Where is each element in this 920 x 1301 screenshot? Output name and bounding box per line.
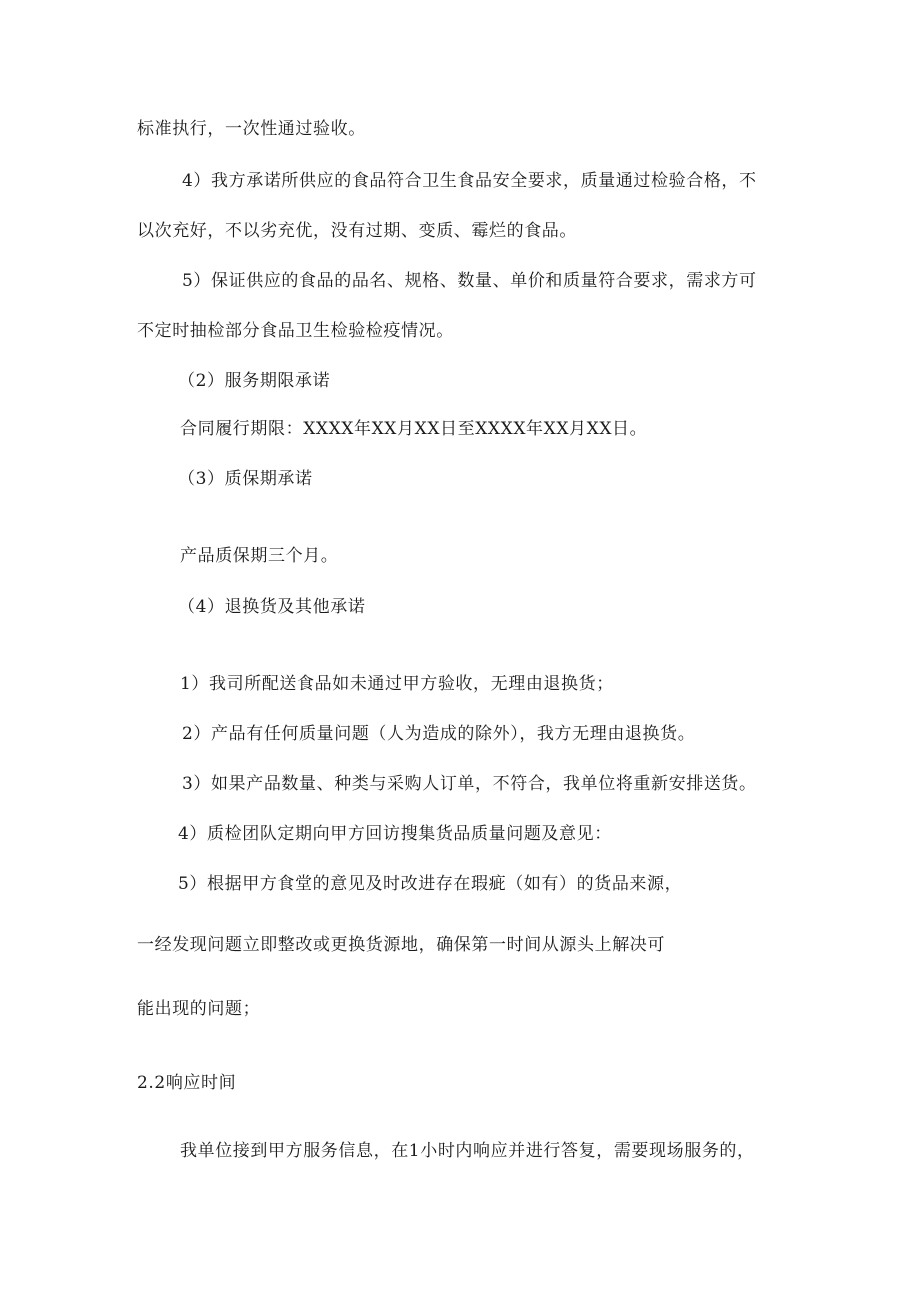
section-heading: （3）质保期承诺 — [178, 469, 313, 489]
body-text-line: 我单位接到甲方服务信息，在1小时内响应并进行答复，需要现场服务的， — [180, 1141, 755, 1161]
list-item-line: 5）保证供应的食品的品名、规格、数量、单价和质量符合要求，需求方可 — [182, 271, 757, 291]
body-text-line: 合同履行期限：XXXX年XX月XX日至XXXX年XX月XX日。 — [180, 419, 648, 439]
body-text-line: 能出现的问题； — [137, 999, 261, 1019]
list-item-line: 4）质检团队定期向甲方回访搜集货品质量问题及意见： — [178, 824, 612, 844]
list-item-line: 2）产品有任何质量问题（人为造成的除外），我方无理由退换货。 — [182, 724, 696, 744]
list-item-line: 3）如果产品数量、种类与采购人订单，不符合，我单位将重新安排送货。 — [182, 774, 757, 794]
section-heading: 2.2响应时间 — [137, 1073, 237, 1093]
body-text-line: 产品质保期三个月。 — [180, 546, 339, 566]
list-item-line: 1）我司所配送食品如未通过甲方验收，无理由退换货； — [180, 674, 614, 694]
body-text-line: 以次充好，不以劣充优，没有过期、变质、霉烂的食品。 — [137, 221, 577, 241]
list-item-line: 5）根据甲方食堂的意见及时改进存在瑕疵（如有）的货品来源， — [178, 874, 683, 894]
body-text-line: 标准执行，一次性通过验收。 — [137, 119, 366, 139]
list-item-line: 4）我方承诺所供应的食品符合卫生食品安全要求，质量通过检验合格，不 — [182, 171, 757, 191]
body-text-line: 一经发现问题立即整改或更换货源地，确保第一时间从源头上解决可 — [137, 935, 665, 955]
section-heading: （2）服务期限承诺 — [178, 371, 331, 391]
section-heading: （4）退换货及其他承诺 — [178, 597, 366, 617]
body-text-line: 不定时抽检部分食品卫生检验检疫情况。 — [137, 321, 454, 341]
